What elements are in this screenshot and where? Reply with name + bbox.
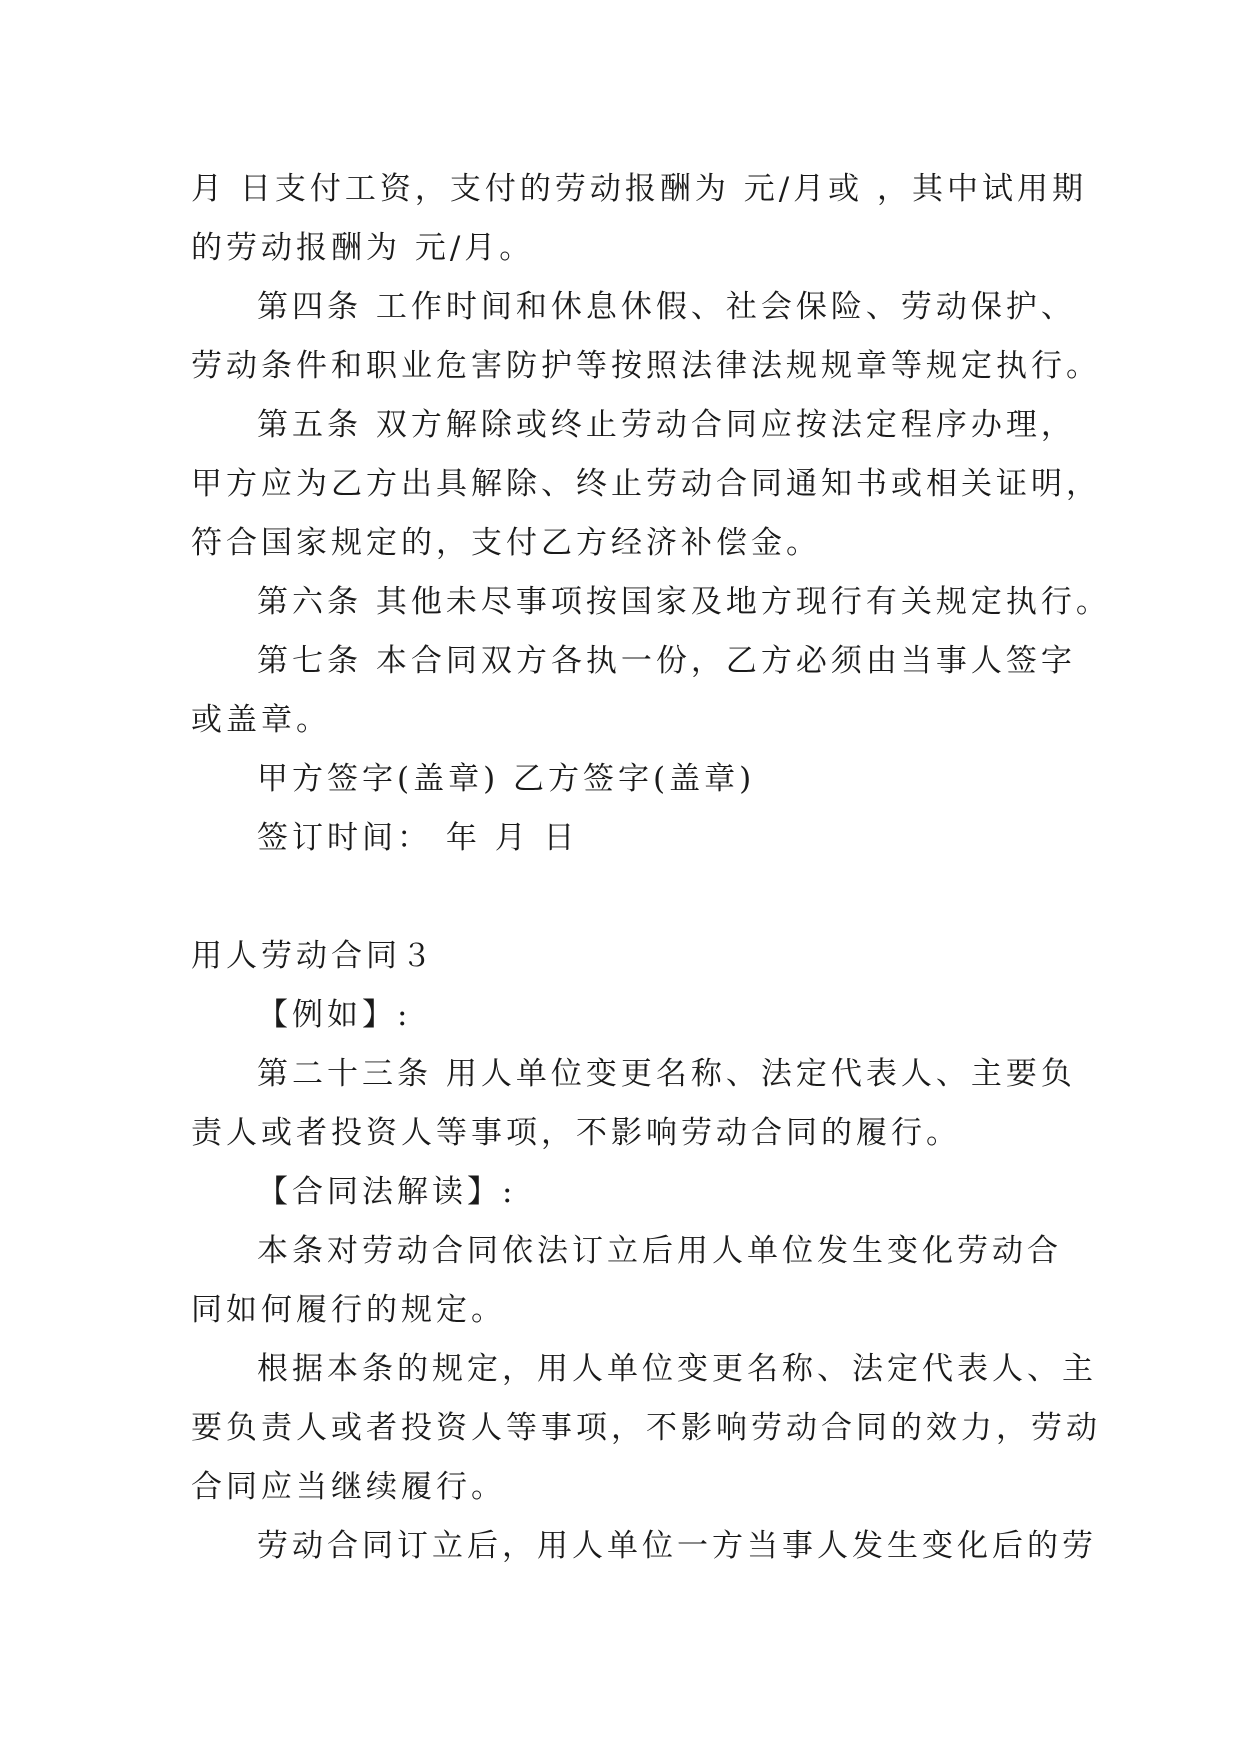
text-line: 根据本条的规定，用人单位变更名称、法定代表人、主: [257, 1351, 1097, 1387]
text-line: 符合国家规定的，支付乙方经济补偿金。: [191, 525, 821, 561]
document-body: [191, 160, 1111, 1576]
text-line: 本条对劳动合同依法订立后用人单位发生变化劳动合: [257, 1233, 1062, 1269]
text-line: 劳动合同订立后，用人单位一方当事人发生变化后的劳: [257, 1528, 1097, 1564]
interpretation-heading: 【合同法解读】:: [257, 1174, 517, 1210]
example-heading: 【例如】:: [257, 997, 412, 1033]
section-gap: [191, 868, 1071, 927]
text-line: 要负责人或者投资人等事项，不影响劳动合同的效力，劳动: [191, 1410, 1101, 1446]
text-line: 甲方应为乙方出具解除、终止劳动合同通知书或相关证明，: [191, 466, 1101, 502]
text-line: 责人或者投资人等事项，不影响劳动合同的履行。: [191, 1115, 961, 1151]
text-line: 或盖章。: [191, 702, 331, 738]
article-23-line: 第二十三条 用人单位变更名称、法定代表人、主要负: [257, 1056, 1076, 1092]
text-line: 同如何履行的规定。: [191, 1292, 506, 1328]
section-title: 用人劳动合同３: [191, 938, 436, 974]
signature-line: 甲方签字(盖章) 乙方签字(盖章): [257, 761, 756, 797]
text-line: 合同应当继续履行。: [191, 1469, 506, 1505]
text-line: 劳动条件和职业危害防护等按照法律法规规章等规定执行。: [191, 348, 1101, 384]
text-line: 月 日支付工资，支付的劳动报酬为 元/月或 ，其中试用期: [191, 171, 1088, 207]
article-7-line: 第七条 本合同双方各执一份，乙方必须由当事人签字: [257, 643, 1076, 679]
article-5-line: 第五条 双方解除或终止劳动合同应按法定程序办理，: [257, 407, 1076, 443]
signing-date-line: 签订时间： 年 月 日: [257, 820, 579, 856]
article-6-line: 第六条 其他未尽事项按国家及地方现行有关规定执行。: [257, 584, 1111, 620]
text-line: 的劳动报酬为 元/月。: [191, 230, 535, 266]
article-4-line: 第四条 工作时间和休息休假、社会保险、劳动保护、: [257, 289, 1076, 325]
